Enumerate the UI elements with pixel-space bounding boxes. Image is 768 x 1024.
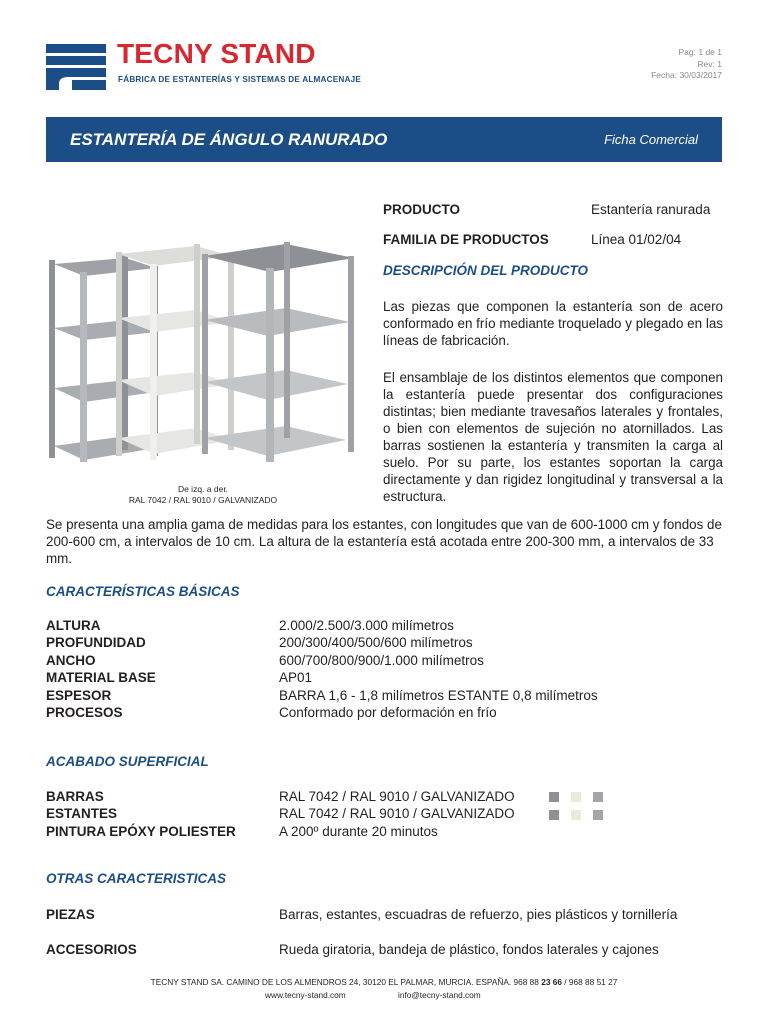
swatch-ral-7042 bbox=[549, 792, 559, 802]
swatch-ral-9010 bbox=[571, 810, 581, 820]
spec-value: Barras, estantes, escuadras de refuerzo, pies plásticos y tornillería bbox=[279, 907, 678, 922]
brand-name: TECNY STAND bbox=[117, 38, 316, 69]
spec-value: RAL 7042 / RAL 9010 / GALVANIZADO bbox=[279, 806, 515, 822]
spec-label: MATERIAL BASE bbox=[46, 670, 156, 686]
surface-finish-values bbox=[279, 788, 515, 840]
shelving-unit-ral-9010 bbox=[116, 244, 234, 460]
spec-value: A 200º durante 20 minutos bbox=[279, 823, 438, 839]
title-bar bbox=[46, 117, 722, 162]
footer-phone-bold: 23 66 bbox=[541, 977, 562, 987]
footer-email[interactable]: info@tecny-stand.com bbox=[398, 990, 481, 1000]
description-heading: DESCRIPCIÓN DEL PRODUCTO bbox=[383, 263, 589, 278]
revision: Rev: 1 bbox=[697, 58, 722, 69]
caption-line-2: RAL 7042 / RAL 9010 / GALVANIZADO bbox=[128, 495, 278, 505]
spec-label: PROFUNDIDAD bbox=[46, 635, 146, 651]
document-type: Ficha Comercial bbox=[604, 132, 698, 147]
spec-label: PIEZAS bbox=[46, 907, 95, 922]
product-label: PRODUCTO bbox=[383, 202, 461, 217]
swatch-galvanizado bbox=[593, 792, 603, 802]
footer-address bbox=[0, 977, 768, 987]
product-value: Estantería ranurada bbox=[591, 202, 711, 217]
image-caption bbox=[46, 484, 360, 506]
basic-characteristics-table bbox=[46, 617, 156, 721]
surface-finish-table bbox=[46, 788, 236, 840]
date: Fecha: 30/03/2017 bbox=[651, 70, 722, 80]
spec-value: Conformado por deformación en frío bbox=[279, 705, 497, 721]
spec-value: BARRA 1,6 - 1,8 milímetros ESTANTE 0,8 milímetros bbox=[279, 687, 598, 703]
spec-label: ALTURA bbox=[46, 618, 101, 633]
family-value: Línea 01/02/04 bbox=[591, 232, 682, 247]
surface-finish-heading: ACABADO SUPERFICIAL bbox=[46, 754, 209, 769]
swatch-ral-7042 bbox=[549, 810, 559, 820]
footer-address-text: TECNY STAND SA. CAMINO DE LOS ALMENDROS 24, 30120 EL PALMAR, MURCIA. ESPAÑA. 968 88 bbox=[150, 977, 542, 987]
spec-value: AP01 bbox=[279, 670, 313, 686]
spec-label: ANCHO bbox=[46, 652, 96, 668]
swatch-ral-9010 bbox=[571, 792, 581, 802]
spec-label: PROCESOS bbox=[46, 705, 123, 721]
description-paragraph-1: Las piezas que componen la estantería son de acero conformado en frío mediante troquelado y plegado en las líneas de fabricación. bbox=[383, 299, 723, 348]
shelving-unit-ral-7042 bbox=[49, 254, 158, 462]
spec-label: BARRAS bbox=[46, 789, 104, 804]
tecny-stand-logo-icon bbox=[46, 44, 106, 90]
basic-characteristics-values bbox=[279, 617, 598, 721]
spec-value: 200/300/400/500/600 milímetros bbox=[279, 635, 473, 651]
shelving-units-image bbox=[46, 240, 360, 465]
spec-value: Rueda giratoria, bandeja de plástico, fondos laterales y cajones bbox=[279, 942, 659, 957]
spec-label: ESPESOR bbox=[46, 687, 112, 703]
spec-label: ESTANTES bbox=[46, 806, 118, 822]
shelving-unit-galvanizado bbox=[202, 242, 354, 462]
spec-value: RAL 7042 / RAL 9010 / GALVANIZADO bbox=[279, 789, 515, 804]
basic-characteristics-heading: CARACTERÍSTICAS BÁSICAS bbox=[46, 584, 240, 599]
family-label: FAMILIA DE PRODUCTOS bbox=[383, 232, 549, 247]
other-characteristics-heading: OTRAS CARACTERISTICAS bbox=[46, 871, 227, 886]
document-meta bbox=[651, 47, 722, 82]
spec-label: PINTURA EPÓXY POLIESTER bbox=[46, 823, 236, 839]
brand-tagline: FÁBRICA DE ESTANTERÍAS Y SISTEMAS DE ALMACENAJE bbox=[118, 75, 362, 84]
footer-website[interactable]: www.tecny-stand.com bbox=[265, 990, 346, 1000]
page-title: ESTANTERÍA DE ÁNGULO RANURADO bbox=[70, 130, 388, 149]
description-paragraph-3: Se presenta una amplia gama de medidas para los estantes, con longitudes que van de 600-1000 cm y fondos de 200-600 cm, a intervalos de 10 cm. La altura de la estantería está acotada entre 200-300 mm, a intervalos de 33 mm. bbox=[46, 517, 722, 566]
footer-fax: / 968 88 51 27 bbox=[561, 977, 618, 987]
spec-value: 600/700/800/900/1.000 milímetros bbox=[279, 652, 484, 668]
swatch-galvanizado bbox=[593, 810, 603, 820]
description-paragraph-2: El ensamblaje de los distintos elementos que componen la estantería puede presentar dos configuraciones distintas; bien mediante travesaños laterales y frontales, o bien con elementos de sujeción no atornillados. Las barras sostienen la estantería y transmiten la carga al suelo. Por su parte, los estantes soportan la carga directamente y dan rigidez longitudinal y transversal a la estructura. bbox=[383, 370, 723, 504]
spec-label: ACCESORIOS bbox=[46, 942, 137, 957]
caption-line-1: De izq. a der. bbox=[177, 484, 229, 494]
page-number: Pag: 1 de 1 bbox=[678, 47, 722, 57]
spec-value: 2.000/2.500/3.000 milímetros bbox=[279, 618, 454, 633]
